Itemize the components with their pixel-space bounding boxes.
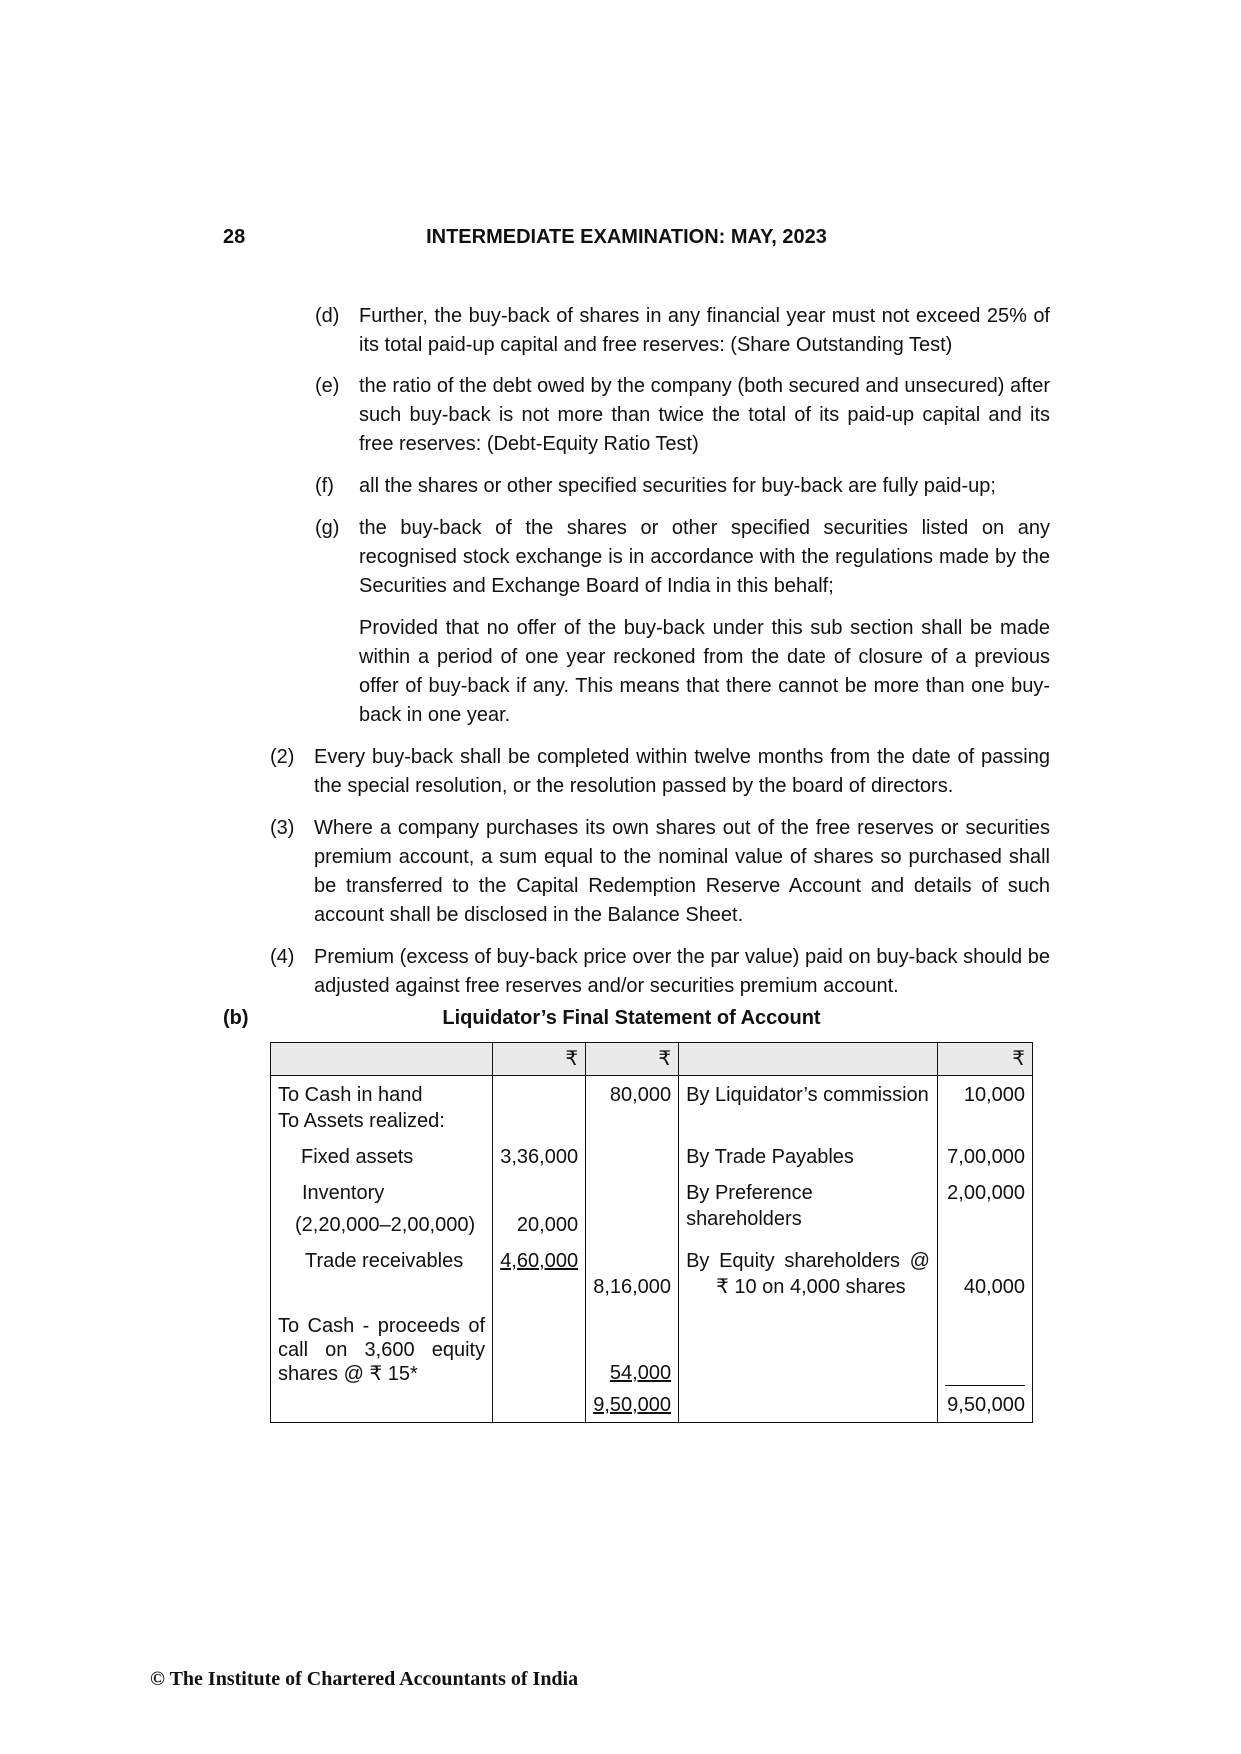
- table-header-row: [271, 1043, 1033, 1076]
- item-text: the buy-back of the shares or other specified securities listed on any recognised stock exchange is in accordance with the regulations made by the Securities and Exchange Board of India in this behalf;: [359, 517, 1050, 597]
- table-cell: [493, 1300, 586, 1386]
- header-cell: [679, 1043, 938, 1076]
- table-cell: [586, 1386, 679, 1423]
- page-number: 28: [223, 226, 246, 248]
- credit-total: 9,50,000: [937, 1386, 1032, 1423]
- table-cell: [679, 1238, 938, 1300]
- cash-in-hand-amount: 80,000: [586, 1076, 679, 1135]
- rupee-symbol: ₹: [493, 1043, 586, 1076]
- preference-shareholders-amount: 2,00,000: [937, 1170, 1032, 1238]
- table-cell: [679, 1386, 938, 1423]
- preference-shareholders-label: By Preference shareholders: [679, 1170, 938, 1238]
- call-proceeds-line1: To Cash - proceeds of: [278, 1315, 486, 1337]
- table-row: [271, 1170, 1033, 1238]
- call-proceeds-amount: 54,000: [609, 1362, 672, 1384]
- fixed-assets-label: Fixed assets: [271, 1134, 493, 1170]
- table-total-row: [271, 1386, 1033, 1423]
- table-title: Liquidator’s Final Statement of Account: [442, 1007, 821, 1029]
- list-item-2: [270, 743, 1050, 803]
- trade-payables-label: By Trade Payables: [679, 1134, 938, 1170]
- inventory-amount: 20,000: [493, 1170, 586, 1238]
- table-cell: [586, 1300, 679, 1386]
- rupee-symbol: ₹: [586, 1043, 679, 1076]
- inventory-calc: (2,20,000–2,00,000): [295, 1214, 476, 1236]
- copyright-footer: © The Institute of Chartered Accountants of India: [150, 1668, 579, 1690]
- table-cell: [937, 1300, 1032, 1386]
- list-item-d: [315, 302, 1050, 362]
- item-text: all the shares or other specified securities for buy-back are fully paid-up;: [359, 475, 996, 497]
- list-item-f: [315, 472, 1050, 502]
- rupee-symbol: ₹: [937, 1043, 1032, 1076]
- cash-in-hand-label: To Cash in hand: [278, 1084, 423, 1106]
- proviso-paragraph: [359, 614, 1050, 734]
- table-cell: [271, 1300, 493, 1386]
- debit-total: 9,50,000: [593, 1394, 672, 1416]
- item-text: Where a company purchases its own shares out of the free reserves or securities premium account, a sum equal to the nominal value of shares so purchased shall be transferred to the Capital Redemption Reserve Account and details of such account shall be disclosed in the Balance Sheet.: [314, 817, 1050, 926]
- item-text: Every buy-back shall be completed within twelve months from the date of passing the special resolution, or the resolution passed by the board of directors.: [314, 746, 1050, 797]
- liquidator-statement-table: [270, 1042, 1033, 1423]
- table-row: [271, 1300, 1033, 1386]
- trade-receivables-amount: 4,60,000: [500, 1250, 579, 1272]
- call-proceeds-line2: call on 3,600 equity: [278, 1339, 486, 1361]
- fixed-assets-amount: 3,36,000: [493, 1134, 586, 1170]
- table-cell: [493, 1076, 586, 1135]
- item-marker: (f): [315, 475, 334, 497]
- equity-shareholders-amount: 40,000: [937, 1238, 1032, 1300]
- list-item-g: [315, 514, 1050, 604]
- section-label: (b): [223, 1007, 249, 1029]
- equity-shareholders-detail: ₹ 10 on 4,000 shares: [716, 1276, 906, 1298]
- item-text: Further, the buy-back of shares in any financial year must not exceed 25% of its total paid-up capital and free reserves: (Share Outstanding Test): [359, 305, 1050, 356]
- table-row: [271, 1134, 1033, 1170]
- header-cell: [271, 1043, 493, 1076]
- list-item-3: [270, 814, 1050, 934]
- table-row: [271, 1238, 1033, 1300]
- equity-shareholders-label: By Equity shareholders @: [686, 1250, 930, 1272]
- liquidator-commission-amount: 10,000: [937, 1076, 1032, 1135]
- list-item-e: [315, 372, 1050, 462]
- table-row: [271, 1076, 1033, 1135]
- call-proceeds-line3: shares @ ₹ 15*: [278, 1363, 418, 1385]
- page-header-title: INTERMEDIATE EXAMINATION: MAY, 2023: [426, 226, 827, 248]
- trade-payables-amount: 7,00,000: [937, 1134, 1032, 1170]
- trade-receivables-label: Trade receivables: [271, 1238, 493, 1300]
- item-marker: (e): [315, 375, 340, 397]
- table-cell: [271, 1386, 493, 1423]
- item-marker: (4): [270, 946, 295, 968]
- liquidator-commission-label: By Liquidator’s commission: [679, 1076, 938, 1135]
- table-cell: [493, 1386, 586, 1423]
- list-item-4: [270, 943, 1050, 1003]
- table-cell: [493, 1238, 586, 1300]
- assets-total-amount: 8,16,000: [586, 1238, 679, 1300]
- item-marker: (3): [270, 817, 295, 839]
- table-cell: [679, 1300, 938, 1386]
- table-cell: [586, 1134, 679, 1170]
- item-marker: (d): [315, 305, 340, 327]
- item-marker: (2): [270, 746, 295, 768]
- item-text: the ratio of the debt owed by the company (both secured and unsecured) after such buy-back is not more than twice the total of its paid-up capital and its free reserves: (Debt-Equity Ratio Test): [359, 375, 1050, 455]
- proviso-text: Provided that no offer of the buy-back under this sub section shall be made within a period of one year reckoned from the date of closure of a previous offer of buy-back if any. This means that there cannot be more than one buy-back in one year.: [359, 617, 1050, 726]
- assets-realized-label: To Assets realized:: [278, 1110, 445, 1132]
- table-cell: [271, 1170, 493, 1238]
- item-marker: (g): [315, 517, 340, 539]
- item-text: Premium (excess of buy-back price over the par value) paid on buy-back should be adjusted against free reserves and/or securities premium account.: [314, 946, 1050, 997]
- table-cell: [271, 1076, 493, 1135]
- inventory-label: Inventory: [302, 1182, 385, 1204]
- table-cell: [586, 1170, 679, 1238]
